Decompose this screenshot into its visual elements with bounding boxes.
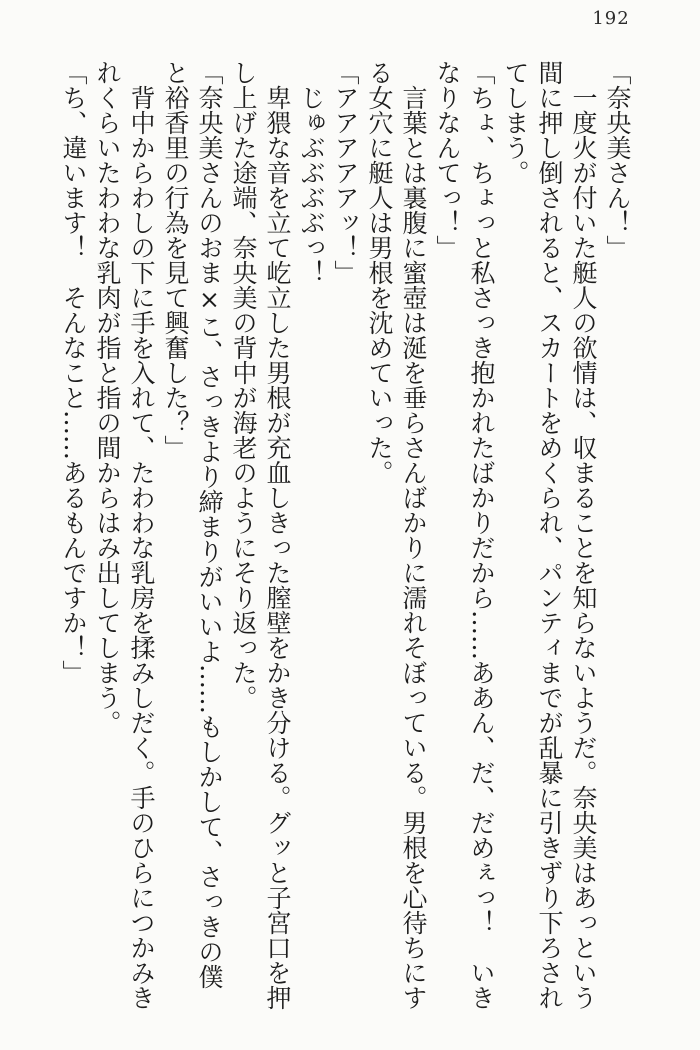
paragraph-10: 「ち、違います！ そんなこと……あるもんですか！」 [59, 60, 88, 685]
paragraph-7: 卑猥な音を立て屹立した男根が充血しきった膣壁をかき分ける。グッと子宮口を押し上げた途端、奈央美の背中が海老のようにそり返った。 [229, 60, 292, 1010]
paragraph-4: 言葉とは裏腹に蜜壺は涎を垂らさんばかりに濡れそぼっている。男根を心待ちにする女穴に艇人は男根を沈めていった。 [365, 60, 428, 1010]
body-text [56, 60, 634, 1012]
paragraph-5: 「アアアアアッ！」 [331, 60, 360, 285]
paragraph-9: 背中からわしの下に手を入れて、たわわな乳房を揉みしだく。手のひらにつかみきれくらいたわわな乳肉が指と指の間からはみ出してしまう。 [93, 60, 156, 1010]
paragraph-3: 「ちょ、ちょっと私さっき抱かれたばかりだから……ああん、だ、だめぇっ！ いきなりなんてっ！」 [433, 60, 496, 1010]
paragraph-6: じゅぶぶぶぶっ！ [297, 85, 326, 285]
paragraph-1: 「奈央美さん！」 [603, 60, 632, 260]
page-number: 192 [592, 8, 630, 29]
paragraph-2: 一度火が付いた艇人の欲情は、収まることを知らないようだ。奈央美はあっという間に押し倒されると、スカートをめくられ、パンティまでが乱暴に引きずり下ろされてしまう。 [501, 60, 598, 1010]
paragraph-8: 「奈央美さんのおま×こ、さっきより締まりがいいよ……もしかして、さっきの僕と裕香里の行為を見て興奮した？」 [161, 60, 224, 989]
